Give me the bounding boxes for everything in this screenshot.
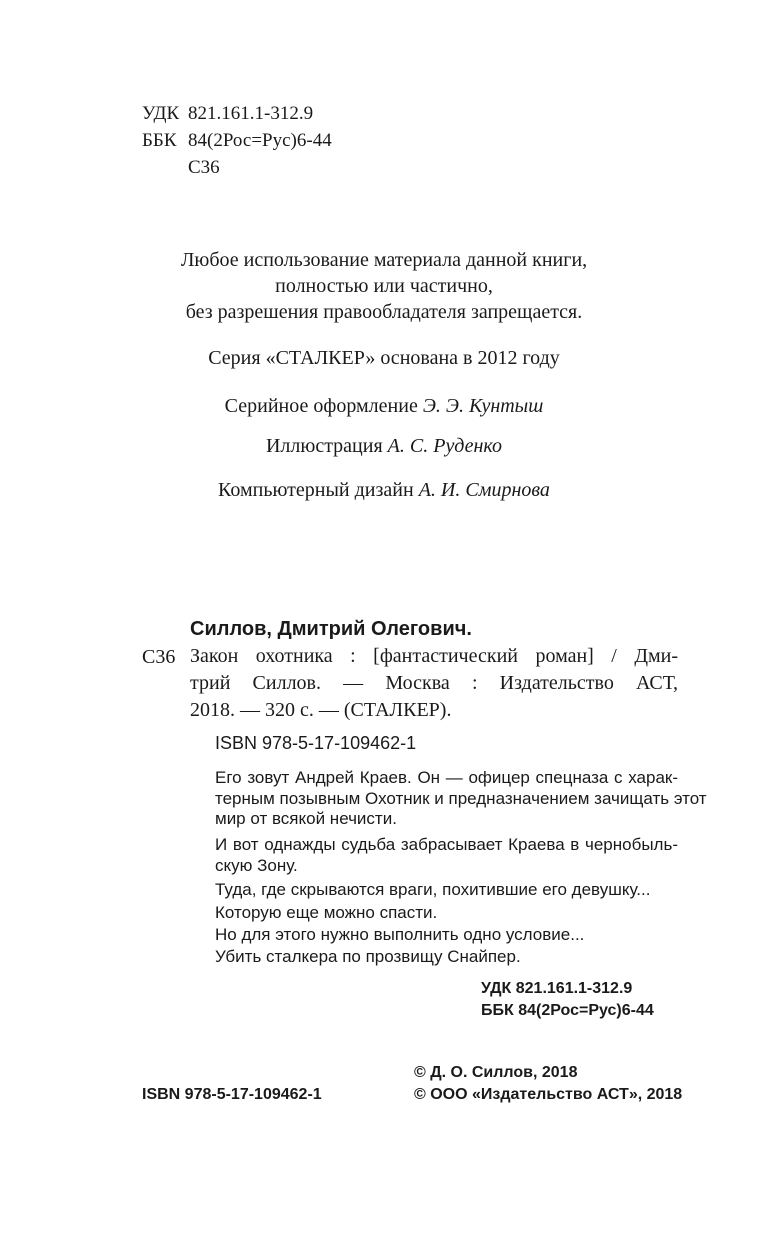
udk-label: УДК: [142, 103, 180, 124]
annotation-p1-line3: мир от всякой нечисти.: [215, 809, 397, 828]
annotation-p4: Которую еще можно спасти.: [215, 903, 438, 922]
credit-computer-design: [0, 480, 768, 500]
annotation-p3: Туда, где скрываются враги, похитившие его девушку...: [215, 880, 651, 899]
udk-value: 821.161.1-312.9: [188, 103, 314, 124]
notice-line-3: без разрешения правообладателя запрещается.: [185, 301, 583, 323]
annotation-p6: Убить сталкера по прозвищу Снайпер.: [215, 947, 521, 966]
credit-computer-design-label: Компьютерный дизайн: [218, 479, 419, 501]
credit-series-design-name: Э. Э. Кунтыш: [422, 395, 544, 417]
bbk-label: ББК: [142, 130, 177, 151]
notice-line-1: Любое использование материала данной книги,: [180, 249, 588, 271]
footer-udk: УДК 821.161.1-312.9: [481, 980, 633, 997]
annotation-p1-line1: Его зовут Андрей Краев. Он — офицер спецназа с харак-: [215, 768, 678, 787]
bib-line-2: трий Силлов. — Москва : Издательство АСТ,: [190, 672, 678, 694]
bib-author: Силлов, Дмитрий Олегович.: [190, 618, 472, 640]
credit-computer-design-name: А. И. Смирнова: [418, 479, 550, 501]
annotation-p2-line2: скую Зону.: [215, 856, 298, 875]
footer-bbk: ББК 84(2Рос=Рус)6-44: [481, 1002, 654, 1019]
copyright-author: © Д. О. Силлов, 2018: [414, 1064, 578, 1081]
bbk-value: 84(2Рос=Рус)6-44: [188, 130, 332, 151]
cutter-code: С36: [188, 157, 220, 178]
footer-isbn: ISBN 978-5-17-109462-1: [142, 1086, 322, 1103]
bib-isbn: ISBN 978-5-17-109462-1: [215, 733, 417, 753]
credit-illustration: [0, 436, 768, 456]
credit-illustration-label: Иллюстрация: [265, 435, 388, 457]
bbk-line: [142, 131, 332, 150]
annotation-p1-line2: терным позывным Охотник и предназначением зачищать этот: [215, 789, 707, 808]
credit-series-design: [0, 396, 768, 416]
bib-line-3: 2018. — 320 с. — (СТАЛКЕР).: [190, 699, 452, 721]
series-note: Серия «СТАЛКЕР» основана в 2012 году: [208, 347, 560, 369]
bib-cutter: С36: [142, 646, 176, 668]
udk-line: [142, 104, 313, 123]
copyright-publisher: © ООО «Издательство АСТ», 2018: [414, 1086, 683, 1103]
annotation-p5: Но для этого нужно выполнить одно условие...: [215, 925, 585, 944]
credit-illustration-name: А. С. Руденко: [387, 435, 503, 457]
notice-line-2: полностью или частично,: [275, 275, 493, 297]
bib-description: [190, 646, 678, 727]
bib-line-1: Закон охотника : [фантастический роман] / Дми-: [190, 645, 678, 667]
credit-series-design-label: Серийное оформление: [224, 395, 423, 417]
annotation-p2-line1: И вот однажды судьба забрасывает Краева в чернобыль-: [215, 835, 678, 854]
